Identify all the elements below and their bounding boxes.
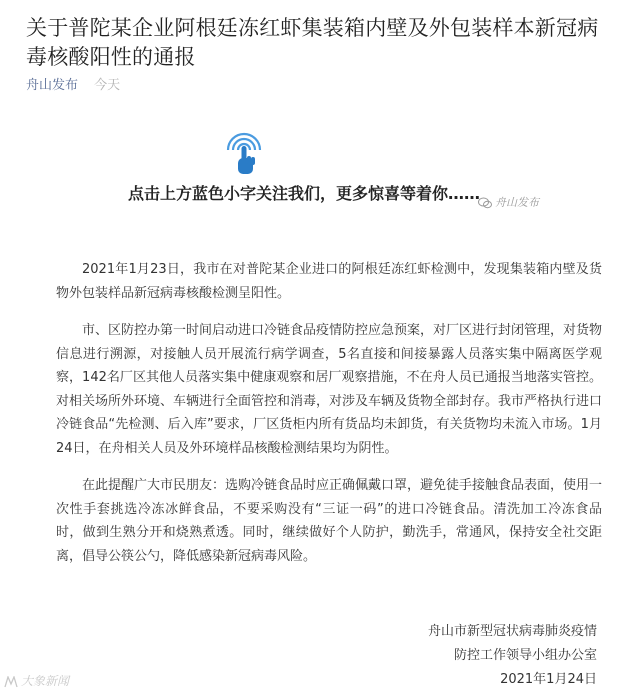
publish-date: 今天: [94, 78, 121, 93]
elephant-logo-icon: [4, 676, 18, 688]
article-meta: [26, 78, 120, 94]
banner-watermark-text: 舟山发布: [495, 196, 539, 209]
banner-watermark: [478, 194, 539, 210]
source-link[interactable]: 舟山发布: [26, 78, 79, 93]
finger-tap-icon: [218, 128, 270, 180]
signature-org-line2: 防控工作领导小组办公室: [453, 648, 597, 663]
paragraph-2: 市、区防控办第一时间启动进口冷链食品疫情防控应急预案，对厂区进行封闭管理，对货物信息进行溯源，对接触人员开展流行病学调查，5名直接和间接暴露人员落实集中隔离医学观察，142名厂区其他人员落实集中健康观察和居厂观察措施，不在舟人员已通报当地落实管控。对相关场所外环境、车辆进行全面管控和消毒，对涉及车辆及货物全部封存。我市严格执行进口冷链食品“先检测、后入库”要求，厂区货柜内所有货品均未卸货，有关货物均未流入市场。1月24日，在舟相关人员及外环境样品核酸检测结果均为阴性。: [56, 323, 603, 456]
signature-date: 2021年1月24日: [500, 672, 597, 687]
follow-banner[interactable]: [98, 114, 568, 226]
corner-watermark-text: 大象新闻: [21, 674, 70, 688]
article-body: [56, 258, 602, 582]
signature-block: [428, 620, 597, 692]
banner-text: 点击上方蓝色小字关注我们，更多惊喜等着你……: [128, 184, 481, 203]
corner-watermark: [4, 672, 69, 689]
paragraph-3: 在此提醒广大市民朋友：选购冷链食品时应正确佩戴口罩，避免徒手接触食品表面，使用一次性手套挑选冷冻冰鲜食品，不要采购没有“三证一码”的进口冷链食品。清洗加工冷冻食品时，做到生熟分开和烧熟煮透。同时，继续做好个人防护，勤洗手，常通风，保持安全社交距离，倡导公筷公勺，降低感染新冠病毒风险。: [56, 478, 603, 564]
paragraph-1: 2021年1月23日，我市在对普陀某企业进口的阿根廷冻红虾检测中，发现集装箱内壁及货物外包装样品新冠病毒核酸检测呈阳性。: [56, 262, 602, 301]
signature-org-line1: 舟山市新型冠状病毒肺炎疫情: [427, 624, 597, 639]
article-title: 关于普陀某企业阿根廷冻红虾集装箱内壁及外包装样本新冠病毒核酸阳性的通报: [26, 16, 599, 69]
wechat-icon: [478, 197, 492, 209]
